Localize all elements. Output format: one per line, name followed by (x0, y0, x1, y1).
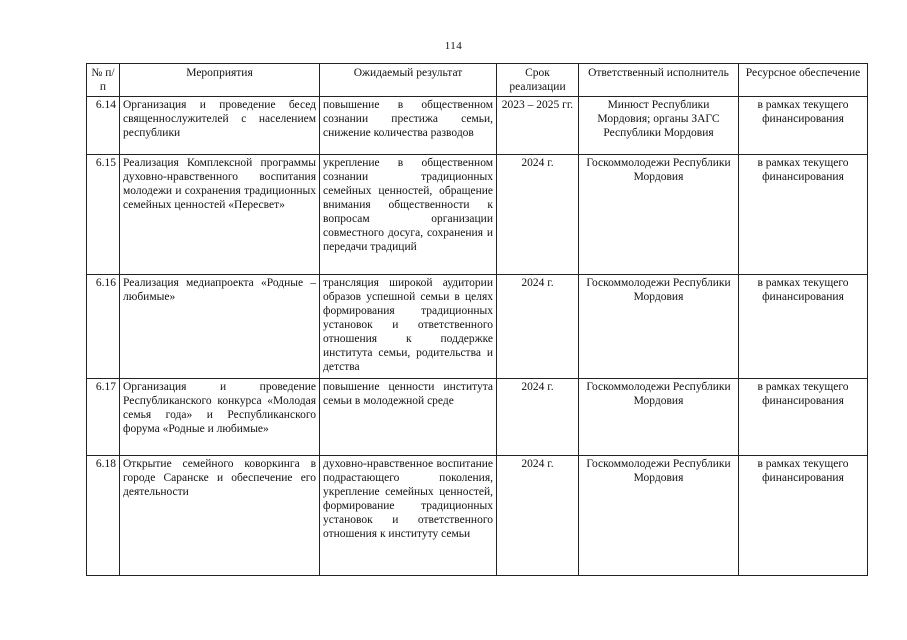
row-number: 6.18 (87, 456, 120, 576)
header-number: № п/п (87, 64, 120, 97)
table-row (87, 275, 868, 379)
row-number: 6.17 (87, 379, 120, 456)
page-number: 114 (444, 40, 463, 52)
row-resources: в рамках текущего финансирования (739, 155, 868, 275)
row-resources: в рамках текущего финансирования (739, 275, 868, 379)
header-term: Срок реализации (497, 64, 579, 97)
row-event: Организация и проведение Республиканского конкурса «Молодая семья года» и Республиканского форума «Родные и любимые» (120, 379, 320, 456)
header-event: Мероприятия (120, 64, 320, 97)
row-number: 6.16 (87, 275, 120, 379)
table-row (87, 97, 868, 155)
row-event: Организация и проведение бесед священнослужителей с населением республики (120, 97, 320, 155)
row-event: Открытие семейного коворкинга в городе Саранске и обеспечение его деятельности (120, 456, 320, 576)
row-result: повышение ценности института семьи в молодежной среде (320, 379, 497, 456)
row-result: духовно-нравственное воспитание подрастающего поколения, укрепление семейных ценностей, формирование традиционных установок и ответственного отношения к институту семьи (320, 456, 497, 576)
row-executor: Госкоммолодежи Республики Мордовия (579, 379, 739, 456)
row-executor: Госкоммолодежи Республики Мордовия (579, 155, 739, 275)
row-term: 2024 г. (497, 379, 579, 456)
row-term: 2024 г. (497, 275, 579, 379)
row-event: Реализация медиапроекта «Родные – любимые» (120, 275, 320, 379)
table-header-row (87, 64, 868, 97)
table-row (87, 379, 868, 456)
row-term: 2023 – 2025 гг. (497, 97, 579, 155)
row-resources: в рамках текущего финансирования (739, 97, 868, 155)
row-executor: Минюст Республики Мордовия; органы ЗАГС Республики Мордовия (579, 97, 739, 155)
row-term: 2024 г. (497, 155, 579, 275)
row-executor: Госкоммолодежи Республики Мордовия (579, 456, 739, 576)
row-event: Реализация Комплексной программы духовно-нравственного воспитания молодежи и сохранения традиционных семейных ценностей «Пересвет» (120, 155, 320, 275)
row-resources: в рамках текущего финансирования (739, 456, 868, 576)
row-number: 6.14 (87, 97, 120, 155)
header-resources: Ресурсное обеспечение (739, 64, 868, 97)
row-result: укрепление в общественном сознании традиционных семейных ценностей, обращение внимания общественности к вопросам организации совместного досуга, сохранения и передачи традиций (320, 155, 497, 275)
row-result: трансляция широкой аудитории образов успешной семьи в целях формирования традиционных установок и ответственного отношения к поддержке института семьи, родительства и детства (320, 275, 497, 379)
row-resources: в рамках текущего финансирования (739, 379, 868, 456)
measures-table (86, 63, 868, 576)
header-result: Ожидаемый результат (320, 64, 497, 97)
table-row (87, 456, 868, 576)
row-executor: Госкоммолодежи Республики Мордовия (579, 275, 739, 379)
row-term: 2024 г. (497, 456, 579, 576)
row-number: 6.15 (87, 155, 120, 275)
table-row (87, 155, 868, 275)
row-result: повышение в общественном сознании престижа семьи, снижение количества разводов (320, 97, 497, 155)
header-executor: Ответственный исполнитель (579, 64, 739, 97)
